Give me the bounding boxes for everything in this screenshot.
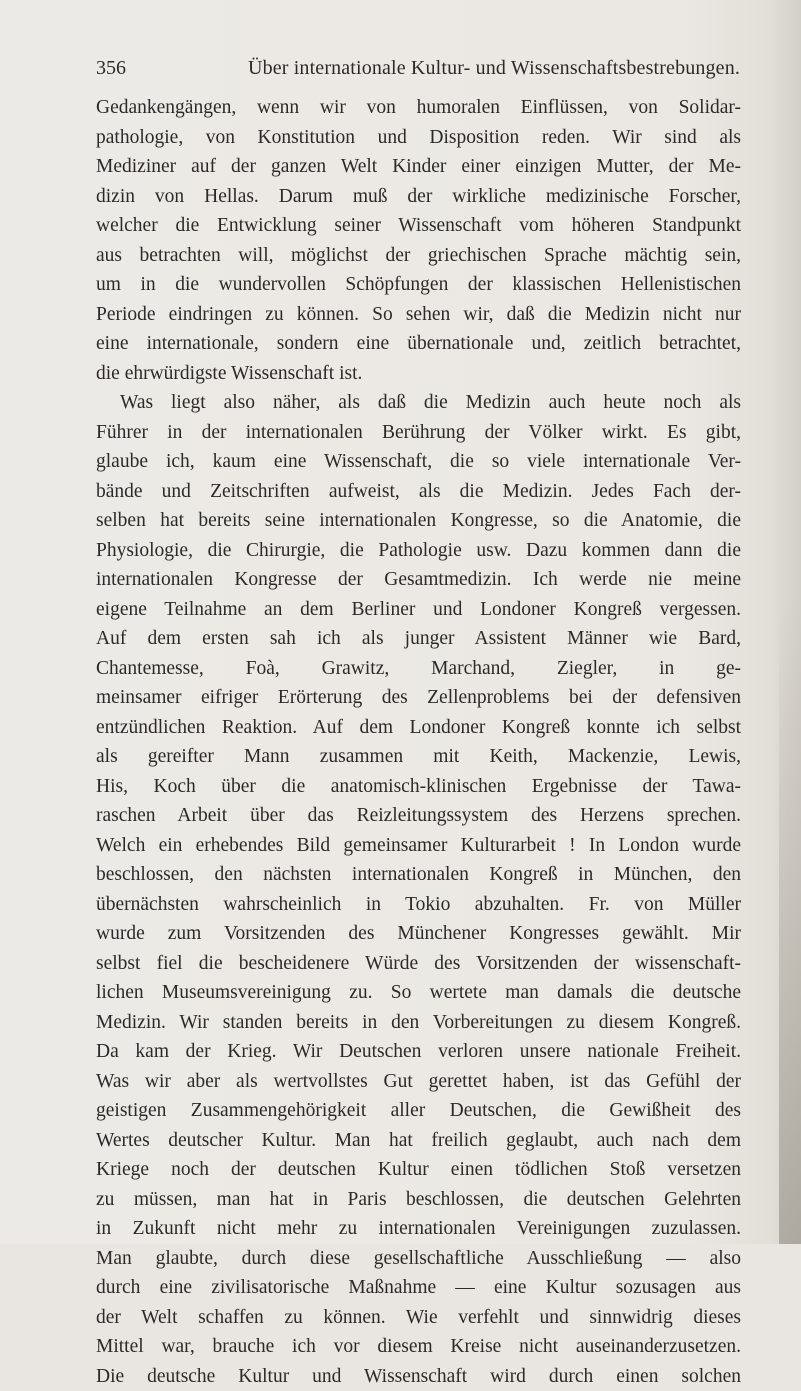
running-header: [96, 55, 741, 81]
text-line: bände und Zeitschriften aufweist, als die Medizin. Jedes Fach der-: [96, 477, 741, 507]
text-line: Man glaubte, durch diese gesellschaftliche Ausschließung — also: [96, 1244, 741, 1274]
paragraph-end-line: die ehrwürdigste Wissenschaft ist.: [96, 359, 741, 389]
text-line: Gedankengängen, wenn wir von humoralen Einflüssen, von Solidar-: [96, 93, 741, 123]
text-line: Was wir aber als wertvollstes Gut gerettet haben, ist das Gefühl der: [96, 1067, 741, 1097]
text-line: durch eine zivilisatorische Maßnahme — eine Kultur sozusagen aus: [96, 1273, 741, 1303]
text-line: Mediziner auf der ganzen Welt Kinder einer einzigen Mutter, der Me-: [96, 152, 741, 182]
text-line: Welch ein erhebendes Bild gemeinsamer Kulturarbeit ! In London wurde: [96, 831, 741, 861]
text-line: glaube ich, kaum eine Wissenschaft, die so viele internationale Ver-: [96, 447, 741, 477]
text-line: Kriege noch der deutschen Kultur einen tödlichen Stoß versetzen: [96, 1155, 741, 1185]
text-line: welcher die Entwicklung seiner Wissenschaft vom höheren Standpunkt: [96, 211, 741, 241]
text-line: beschlossen, den nächsten internationalen Kongreß in München, den: [96, 860, 741, 890]
text-line: der Welt schaffen zu können. Wie verfehlt und sinnwidrig dieses: [96, 1303, 741, 1333]
text-line: als gereifter Mann zusammen mit Keith, Mackenzie, Lewis,: [96, 742, 741, 772]
paragraph-start-line: Was liegt also näher, als daß die Medizin auch heute noch als: [96, 388, 741, 418]
running-title: Über internationale Kultur- und Wissenschaftsbestrebungen.: [248, 55, 740, 81]
text-line: Da kam der Krieg. Wir Deutschen verloren unsere nationale Freiheit.: [96, 1037, 741, 1067]
text-line: meinsamer eifriger Erörterung des Zellenproblems bei der defensiven: [96, 683, 741, 713]
text-line: His, Koch über die anatomisch-klinischen Ergebnisse der Tawa-: [96, 772, 741, 802]
text-line: Führer in der internationalen Berührung der Völker wirkt. Es gibt,: [96, 418, 741, 448]
text-line: zu müssen, man hat in Paris beschlossen, die deutschen Gelehrten: [96, 1185, 741, 1215]
text-line: Auf dem ersten sah ich als junger Assistent Männer wie Bard,: [96, 624, 741, 654]
text-line: selben hat bereits seine internationalen Kongresse, so die Anatomie, die: [96, 506, 741, 536]
page-number: 356: [96, 55, 126, 81]
text-line: in Zukunft nicht mehr zu internationalen Vereinigungen zuzulassen.: [96, 1214, 741, 1244]
text-line: Medizin. Wir standen bereits in den Vorbereitungen zu diesem Kongreß.: [96, 1008, 741, 1038]
text-line: Periode eindringen zu können. So sehen wir, daß die Medizin nicht nur: [96, 300, 741, 330]
text-line: aus betrachten will, möglichst der griechischen Sprache mächtig sein,: [96, 241, 741, 271]
text-line: Die deutsche Kultur und Wissenschaft wird durch einen solchen: [96, 1362, 741, 1391]
text-line: Physiologie, die Chirurgie, die Pathologie usw. Dazu kommen dann die: [96, 536, 741, 566]
body-text: [96, 93, 741, 1391]
text-line: raschen Arbeit über das Reizleitungssystem des Herzens sprechen.: [96, 801, 741, 831]
text-line: Chantemesse, Foà, Grawitz, Marchand, Ziegler, in ge-: [96, 654, 741, 684]
text-line: dizin von Hellas. Darum muß der wirkliche medizinische Forscher,: [96, 182, 741, 212]
text-line: wurde zum Vorsitzenden des Münchener Kongresses gewählt. Mir: [96, 919, 741, 949]
text-line: um in die wundervollen Schöpfungen der klassischen Hellenistischen: [96, 270, 741, 300]
text-line: lichen Museumsvereinigung zu. So wertete man damals die deutsche: [96, 978, 741, 1008]
text-line: geistigen Zusammengehörigkeit aller Deutschen, die Gewißheit des: [96, 1096, 741, 1126]
text-line: internationalen Kongresse der Gesamtmedizin. Ich werde nie meine: [96, 565, 741, 595]
text-line: Wertes deutscher Kultur. Man hat freilich geglaubt, auch nach dem: [96, 1126, 741, 1156]
text-line: eine internationale, sondern eine übernationale und, zeitlich betrachtet,: [96, 329, 741, 359]
text-line: Mittel war, brauche ich vor diesem Kreise nicht auseinanderzusetzen.: [96, 1332, 741, 1362]
page-edge-shadow: [779, 600, 801, 1244]
text-line: entzündlichen Reaktion. Auf dem Londoner Kongreß konnte ich selbst: [96, 713, 741, 743]
text-line: pathologie, von Konstitution und Disposition reden. Wir sind als: [96, 123, 741, 153]
text-line: eigene Teilnahme an dem Berliner und Londoner Kongreß vergessen.: [96, 595, 741, 625]
text-line: übernächsten wahrscheinlich in Tokio abzuhalten. Fr. von Müller: [96, 890, 741, 920]
text-line: selbst fiel die bescheidenere Würde des Vorsitzenden der wissenschaft-: [96, 949, 741, 979]
